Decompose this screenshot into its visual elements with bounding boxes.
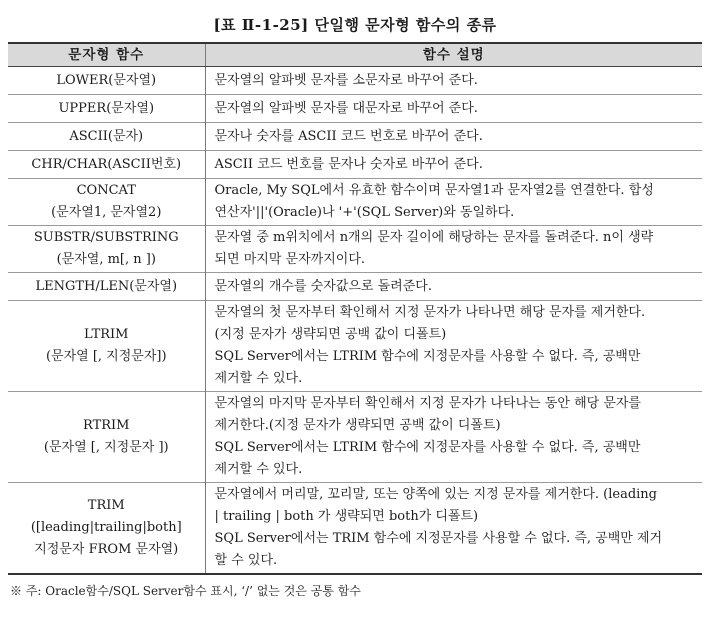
function-name-cell <box>8 392 205 483</box>
function-description-line: 문자열의 알파벳 문자를 소문자로 바꾸어 준다. <box>214 72 478 88</box>
function-name-line: LENGTH/LEN(문자열) <box>35 278 178 294</box>
function-description-cell <box>205 483 702 575</box>
function-name-line: (문자열, m[, n ]) <box>56 252 156 267</box>
function-description-line: SQL Server에서는 TRIM 함수에 지정문자를 사용할 수 없다. 즉, 공백만 제거 <box>214 531 663 546</box>
function-name-line: (문자열1, 문자열2) <box>51 205 162 220</box>
function-name-line: ([leading|trailing|both] <box>30 520 182 535</box>
table-row <box>8 226 702 273</box>
function-name-cell <box>8 67 205 95</box>
table-row <box>8 483 702 575</box>
function-name-cell <box>8 273 205 301</box>
footnote: ※ 주: Oracle함수/SQL Server함수 표시, ‘/’ 없는 것은 공통 함수 <box>10 584 361 598</box>
table-row <box>8 67 702 95</box>
function-name-cell <box>8 95 205 123</box>
table-row <box>8 123 702 151</box>
function-name-cell <box>8 301 205 392</box>
function-description-line: 문자나 숫자를 ASCII 코드 번호로 바꾸어 준다. <box>214 128 483 144</box>
function-description-line: 문자열의 알파벳 문자를 대문자로 바꾸어 준다. <box>214 100 478 116</box>
function-name-line: UPPER(문자열) <box>58 100 155 116</box>
function-description-line: (지정 문자가 생략되면 공백 값이 디폴트) <box>214 327 447 342</box>
function-description-line: 할 수 있다. <box>214 553 278 568</box>
function-description-cell <box>205 151 702 179</box>
function-description-line: Oracle, My SQL에서 유효한 함수이며 문자열1과 문자열2를 연결한다. 합성 <box>214 183 654 198</box>
function-description-line: 문자열의 마지막 문자부터 확인해서 지정 문자가 나타나는 동안 해당 문자를 <box>214 396 641 411</box>
table-row <box>8 301 702 392</box>
table-row <box>8 179 702 226</box>
function-name-cell <box>8 151 205 179</box>
function-name-line: (문자열 [, 지정문자 ]) <box>43 440 169 455</box>
function-description-cell <box>205 392 702 483</box>
function-name-line: SUBSTR/SUBSTRING <box>33 230 179 245</box>
function-name-line: CONCAT <box>76 183 136 198</box>
function-name-cell <box>8 179 205 226</box>
table-row <box>8 392 702 483</box>
function-description-line: SQL Server에서는 LTRIM 함수에 지정문자를 사용할 수 없다. 즉, 공백만 <box>214 349 641 364</box>
function-name-line: 지정문자 FROM 문자열) <box>34 542 179 557</box>
function-name-line: CHR/CHAR(ASCII번호) <box>31 156 182 172</box>
function-description-line: 문자열의 개수를 숫자값으로 돌려준다. <box>214 278 432 294</box>
table-header-row <box>8 43 702 67</box>
function-name-line: (문자열 [, 지정문자]) <box>45 349 167 364</box>
table-title: [표 Ⅱ-1-25] 단일행 문자형 함수의 종류 <box>213 16 497 34</box>
function-name-cell <box>8 226 205 273</box>
function-name-line: RTRIM <box>83 418 130 433</box>
function-description-cell <box>205 179 702 226</box>
function-name-line: LOWER(문자열) <box>56 72 157 88</box>
function-description-cell <box>205 301 702 392</box>
function-description-line: 제거한다.(지정 문자가 생략되면 공백 값이 디폴트) <box>214 418 501 433</box>
function-description-line: 제거할 수 있다. <box>214 462 303 477</box>
table-row <box>8 95 702 123</box>
function-description-line: ASCII 코드 번호를 문자나 숫자로 바꾸어 준다. <box>214 156 483 172</box>
function-description-cell <box>205 95 702 123</box>
function-description-line: 제거할 수 있다. <box>214 371 303 386</box>
header-description: 함수 설명 <box>205 43 702 67</box>
function-name-line: ASCII(문자) <box>69 128 144 144</box>
function-description-line: 문자열 중 m위치에서 n개의 문자 길이에 해당하는 문자를 돌려준다. n이 생략 <box>214 230 654 245</box>
function-table <box>8 42 702 575</box>
function-name-cell <box>8 483 205 575</box>
function-description-cell <box>205 226 702 273</box>
table-row <box>8 151 702 179</box>
function-description-cell <box>205 67 702 95</box>
function-description-line: 문자열의 첫 문자부터 확인해서 지정 문자가 나타나면 해당 문자를 제거한다. <box>214 305 646 320</box>
function-name-cell <box>8 123 205 151</box>
function-description-line: SQL Server에서는 LTRIM 함수에 지정문자를 사용할 수 없다. 즉, 공백만 <box>214 440 641 455</box>
function-description-line: 연산자'||'(Oracle)나 '+'(SQL Server)와 동일하다. <box>214 205 515 220</box>
function-name-line: LTRIM <box>84 327 129 342</box>
table-row <box>8 273 702 301</box>
function-description-line: 되면 마지막 문자까지이다. <box>214 252 366 267</box>
function-name-line: TRIM <box>87 498 125 513</box>
function-description-cell <box>205 123 702 151</box>
header-function: 문자형 함수 <box>8 43 205 67</box>
function-description-line: | trailing | both 가 생략되면 both가 디폴트) <box>214 509 479 524</box>
function-description-cell <box>205 273 702 301</box>
function-description-line: 문자열에서 머리말, 꼬리말, 또는 양쪽에 있는 지정 문자를 제거한다. (leading <box>214 487 658 502</box>
